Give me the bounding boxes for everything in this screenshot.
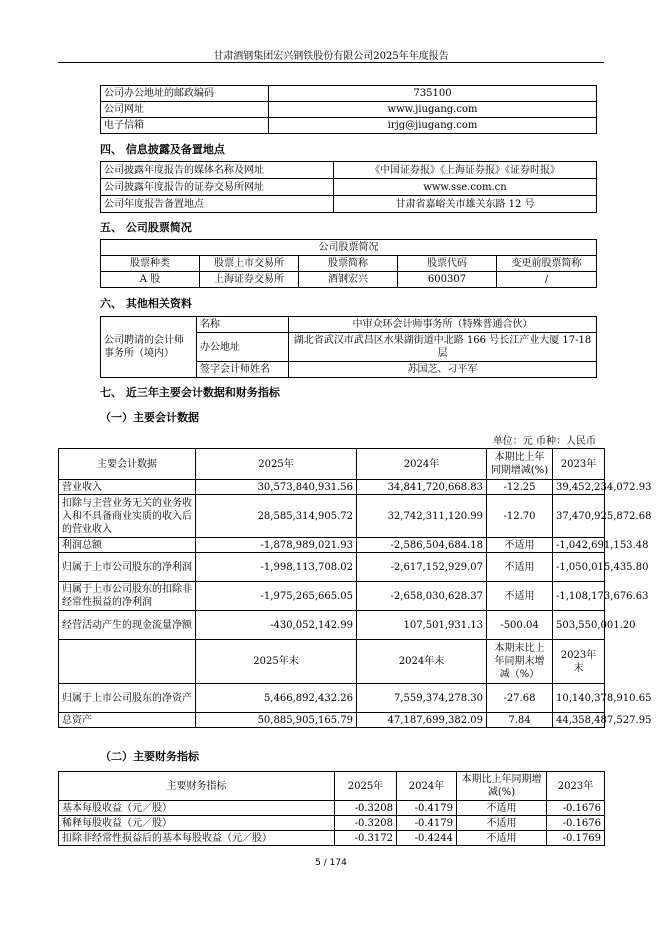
table-row [59, 831, 605, 846]
column-header: 2025年 [335, 772, 397, 801]
column-header: 股票种类 [101, 256, 200, 272]
table-row [101, 272, 597, 288]
table-row [101, 118, 597, 134]
column-header: 2023年 [553, 449, 605, 480]
auditor-value: 湖北省武汉市武昌区水果湖街道中北路 166 号长江产业大厦 17-18 层 [289, 333, 597, 362]
table-cell: -12.25 [487, 480, 553, 495]
contact-table [100, 85, 597, 134]
table-cell: -0.4179 [397, 801, 457, 816]
auditor-label: 办公地址 [197, 333, 289, 362]
table-row [59, 772, 605, 801]
column-header: 股票代码 [398, 256, 497, 272]
table-cell: -0.3172 [335, 831, 397, 846]
column-header: 2024年 [357, 449, 487, 480]
table-cell: 上海证券交易所 [200, 272, 299, 288]
disclosure-value: 甘肃省嘉峪关市雄关东路 12 号 [334, 196, 597, 213]
table-cell: 5,466,892,432.26 [196, 684, 357, 713]
column-header: 股票简称 [299, 256, 398, 272]
column-header [59, 640, 196, 684]
column-header: 本期比上年同期增减(%) [487, 449, 553, 480]
table-row [59, 816, 605, 831]
table-row [59, 449, 605, 480]
table-row [59, 684, 605, 713]
table-cell: 37,470,925,872.68 [553, 495, 605, 538]
table-row [59, 495, 605, 538]
table-row [59, 553, 605, 582]
column-header: 2025年 [196, 449, 357, 480]
auditor-value: 苏国芝、刁平军 [289, 362, 597, 378]
table-row [101, 102, 597, 118]
disclosure-table [100, 161, 597, 213]
table-cell: 34,841,720,668.83 [357, 480, 487, 495]
table-cell: -27.68 [487, 684, 553, 713]
contact-value: www.jiugang.com [269, 102, 597, 118]
table-row [101, 240, 597, 256]
disclosure-value: 《中国证券报》《上海证券报》《证券时报》 [334, 162, 597, 179]
subsection-title: （一）主要会计数据 [100, 411, 199, 424]
table-cell: -1,042,691,153.48 [553, 538, 605, 553]
row-label: 基本每股收益（元／股） [59, 801, 335, 816]
table-cell: 600307 [398, 272, 497, 288]
table-cell: -2,658,030,628.37 [357, 582, 487, 611]
stock-table [100, 239, 597, 288]
table-row [59, 480, 605, 495]
contact-label: 电子信箱 [101, 118, 269, 134]
table-cell: -1,878,989,021.93 [196, 538, 357, 553]
column-header: 本期末比上年同期末增减（%） [487, 640, 553, 684]
contact-value: 735100 [269, 86, 597, 102]
table-cell: 7.84 [487, 713, 553, 728]
table-row [59, 801, 605, 816]
table-row [59, 611, 605, 640]
auditor-label: 名称 [197, 317, 289, 333]
table-cell: 不适用 [487, 538, 553, 553]
table-cell: 不适用 [487, 582, 553, 611]
row-label: 总资产 [59, 713, 196, 728]
row-label: 营业收入 [59, 480, 196, 495]
table-cell: 7,559,374,278.30 [357, 684, 487, 713]
header-divider [58, 62, 604, 63]
table-cell: -1,975,265,665.05 [196, 582, 357, 611]
disclosure-value: www.sse.com.cn [334, 179, 597, 196]
table-cell: -2,617,152,929.07 [357, 553, 487, 582]
table-cell: 503,550,001.20 [553, 611, 605, 640]
table-row [59, 538, 605, 553]
table-row [59, 640, 605, 684]
table-row [101, 317, 597, 333]
table-cell: -0.3208 [335, 801, 397, 816]
table-cell: -500.04 [487, 611, 553, 640]
stock-caption: 公司股票简况 [101, 240, 597, 256]
column-header: 2023年末 [553, 640, 605, 684]
accounting-data-table [58, 448, 652, 728]
table-cell: A 股 [101, 272, 200, 288]
table-cell: -0.1676 [547, 816, 605, 831]
row-label: 扣除与主营业务无关的业务收入和不具备商业实质的收入后的营业收入 [59, 495, 196, 538]
contact-label: 公司网址 [101, 102, 269, 118]
table-cell: 不适用 [457, 831, 547, 846]
section-title: 四、 信息披露及备置地点 [100, 143, 225, 156]
table-cell: 不适用 [457, 816, 547, 831]
disclosure-label: 公司披露年度报告的证券交易所网址 [101, 179, 334, 196]
auditor-label: 签字会计师姓名 [197, 362, 289, 378]
row-label: 扣除非经常性损益后的基本每股收益（元／股） [59, 831, 335, 846]
section-title: 五、 公司股票简况 [100, 221, 192, 234]
section-title: 七、 近三年主要会计数据和财务指标 [100, 386, 280, 399]
table-row [101, 162, 597, 179]
column-header: 主要会计数据 [59, 449, 196, 480]
column-header: 2023年 [547, 772, 605, 801]
table-cell: 10,140,378,910.65 [553, 684, 605, 713]
column-header: 2025年末 [196, 640, 357, 684]
table-cell: 32,742,311,120.99 [357, 495, 487, 538]
contact-label: 公司办公地址的邮政编码 [101, 86, 269, 102]
auditor-table [100, 316, 597, 378]
table-cell: -1,050,015,435.80 [553, 553, 605, 582]
table-cell: 不适用 [457, 801, 547, 816]
row-label: 归属于上市公司股东的净利润 [59, 553, 196, 582]
table-cell: 107,501,931.13 [357, 611, 487, 640]
page-number: 5 / 174 [315, 858, 347, 868]
section-title: 六、 其他相关资料 [100, 297, 192, 310]
table-row [101, 256, 597, 272]
column-header: 本期比上年同期增减(%) [457, 772, 547, 801]
table-cell: 28,585,314,905.72 [196, 495, 357, 538]
column-header: 2024年末 [357, 640, 487, 684]
table-cell: 39,452,234,072.93 [553, 480, 605, 495]
table-cell: -0.4179 [397, 816, 457, 831]
row-label: 稀释每股收益（元／股） [59, 816, 335, 831]
table-cell: 酒钢宏兴 [299, 272, 398, 288]
table-cell: 30,573,840,931.56 [196, 480, 357, 495]
auditor-group-label: 公司聘请的会计师事务所（境内） [101, 317, 197, 378]
disclosure-label: 公司披露年度报告的媒体名称及网址 [101, 162, 334, 179]
table-cell: -2,586,504,684.18 [357, 538, 487, 553]
table-row [101, 196, 597, 213]
table-cell: -0.1769 [547, 831, 605, 846]
table-row [101, 179, 597, 196]
column-header: 变更前股票简称 [497, 256, 597, 272]
row-label: 经营活动产生的现金流量净额 [59, 611, 196, 640]
financial-indicators-table [58, 771, 605, 846]
table-cell: -0.4244 [397, 831, 457, 846]
table-cell: -430,052,142.99 [196, 611, 357, 640]
subsection-title: （二）主要财务指标 [100, 750, 199, 763]
table-cell: 不适用 [487, 553, 553, 582]
column-header: 主要财务指标 [59, 772, 335, 801]
disclosure-label: 公司年度报告备置地点 [101, 196, 334, 213]
table-cell: -0.1676 [547, 801, 605, 816]
table-row [59, 713, 605, 728]
row-label: 归属于上市公司股东的扣除非经常性损益的净利润 [59, 582, 196, 611]
table-cell: -1,998,113,708.02 [196, 553, 357, 582]
row-label: 利润总额 [59, 538, 196, 553]
table-cell: -12.70 [487, 495, 553, 538]
report-header-title: 甘肃酒钢集团宏兴钢铁股份有限公司2025年年度报告 [213, 51, 449, 62]
table-cell: / [497, 272, 597, 288]
row-label: 归属于上市公司股东的净资产 [59, 684, 196, 713]
table-cell: -0.3208 [335, 816, 397, 831]
table-cell: 50,885,905,165.79 [196, 713, 357, 728]
column-header: 股票上市交易所 [200, 256, 299, 272]
contact-value: irjg@jiugang.com [269, 118, 597, 134]
column-header: 2024年 [397, 772, 457, 801]
table-cell: 44,358,487,527.95 [553, 713, 605, 728]
table-row [101, 86, 597, 102]
table-cell: 47,187,699,382.09 [357, 713, 487, 728]
auditor-value: 中审众环会计师事务所（特殊普通合伙） [289, 317, 597, 333]
table-cell: -1,108,173,676.63 [553, 582, 605, 611]
unit-currency-note: 单位：元 币种：人民币 [492, 436, 596, 447]
table-row [59, 582, 605, 611]
